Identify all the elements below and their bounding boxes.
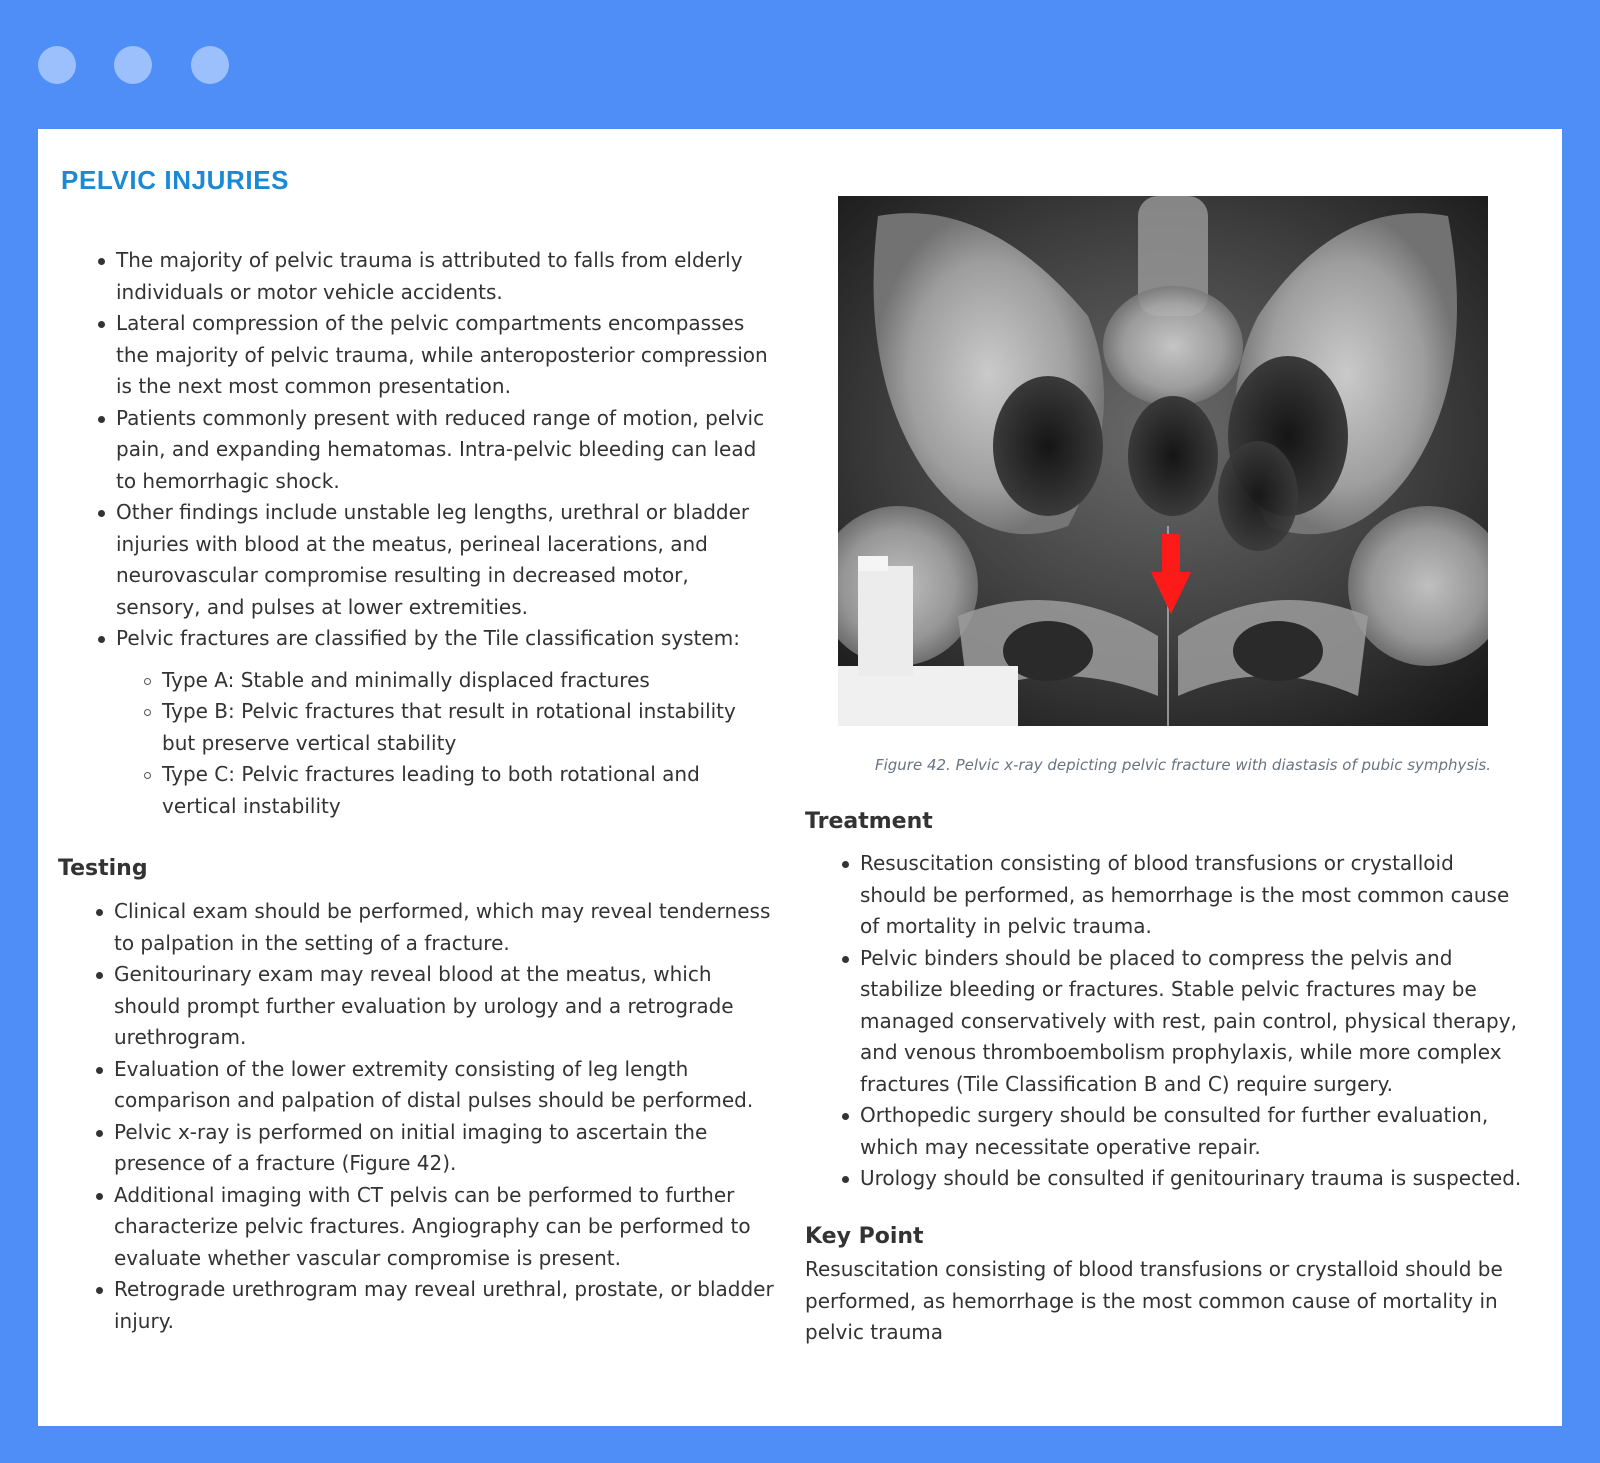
sub-list-item: Type B: Pelvic fractures that result in rotational instability but preserve vertical stability	[144, 696, 770, 759]
list-item: Other findings include unstable leg lengths, urethral or bladder injuries with blood at the meatus, perineal lacerations, and neurovascular compromise resulting in decreased motor, sensory, and pulses at lower extremities.	[98, 497, 770, 623]
list-item: Orthopedic surgery should be consulted for further evaluation, which may necessitate operative repair.	[842, 1100, 1522, 1163]
list-item: Resuscitation consisting of blood transfusions or crystalloid should be performed, as hemorrhage is the most common cause of mortality in pelvic trauma.	[842, 848, 1522, 943]
list-item: Additional imaging with CT pelvis can be performed to further characterize pelvic fractures. Angiography can be performed to evaluate whether vascular compromise is present.	[96, 1180, 776, 1275]
list-item: Urology should be consulted if genitourinary trauma is suspected.	[842, 1163, 1522, 1195]
list-item: Evaluation of the lower extremity consisting of leg length comparison and palpation of distal pulses should be performed.	[96, 1054, 776, 1117]
treatment-heading: Treatment	[805, 809, 933, 834]
key-point-text: Resuscitation consisting of blood transfusions or crystalloid should be performed, as hemorrhage is the most common cause of mortality in pelvic trauma	[805, 1257, 1503, 1344]
window-dot	[38, 46, 76, 84]
key-point-heading: Key Point	[805, 1224, 924, 1249]
testing-list	[96, 896, 776, 1337]
list-item: Clinical exam should be performed, which may reveal tenderness to palpation in the setting of a fracture.	[96, 896, 776, 959]
intro-list	[98, 245, 770, 822]
list-item: Pelvic x-ray is performed on initial imaging to ascertain the presence of a fracture (Figure 42).	[96, 1117, 776, 1180]
sub-list-item: Type A: Stable and minimally displaced fractures	[144, 665, 770, 697]
testing-heading: Testing	[58, 856, 148, 881]
tile-classification-list	[116, 665, 770, 823]
list-item	[98, 623, 770, 822]
sub-list-item: Type C: Pelvic fractures leading to both rotational and vertical instability	[144, 759, 770, 822]
list-item: Retrograde urethrogram may reveal urethral, prostate, or bladder injury.	[96, 1274, 776, 1337]
list-item: Pelvic binders should be placed to compress the pelvis and stabilize bleeding or fractures. Stable pelvic fractures may be managed conservatively with rest, pain control, physical therapy, and venous thromboembolism prophylaxis, while more complex fractures (Tile Classification B and C) require surgery.	[842, 943, 1522, 1101]
list-item: Patients commonly present with reduced range of motion, pelvic pain, and expanding hematomas. Intra-pelvic bleeding can lead to hemorrhagic shock.	[98, 403, 770, 498]
window-dot	[191, 46, 229, 84]
treatment-list	[842, 848, 1522, 1195]
window-dot	[114, 46, 152, 84]
pelvic-xray-image	[838, 196, 1488, 726]
list-item: Genitourinary exam may reveal blood at the meatus, which should prompt further evaluation by urology and a retrograde urethrogram.	[96, 959, 776, 1054]
list-item: The majority of pelvic trauma is attributed to falls from elderly individuals or motor vehicle accidents.	[98, 245, 770, 308]
figure-caption: Figure 42. Pelvic x-ray depicting pelvic fracture with diastasis of pubic symphysis.	[874, 756, 1491, 774]
list-item-text: Pelvic fractures are classified by the Tile classification system:	[116, 626, 740, 650]
list-item: Lateral compression of the pelvic compartments encompasses the majority of pelvic trauma, while anteroposterior compression is the next most common presentation.	[98, 308, 770, 403]
page-title: PELVIC INJURIES	[61, 165, 290, 195]
content-panel	[38, 129, 1562, 1426]
